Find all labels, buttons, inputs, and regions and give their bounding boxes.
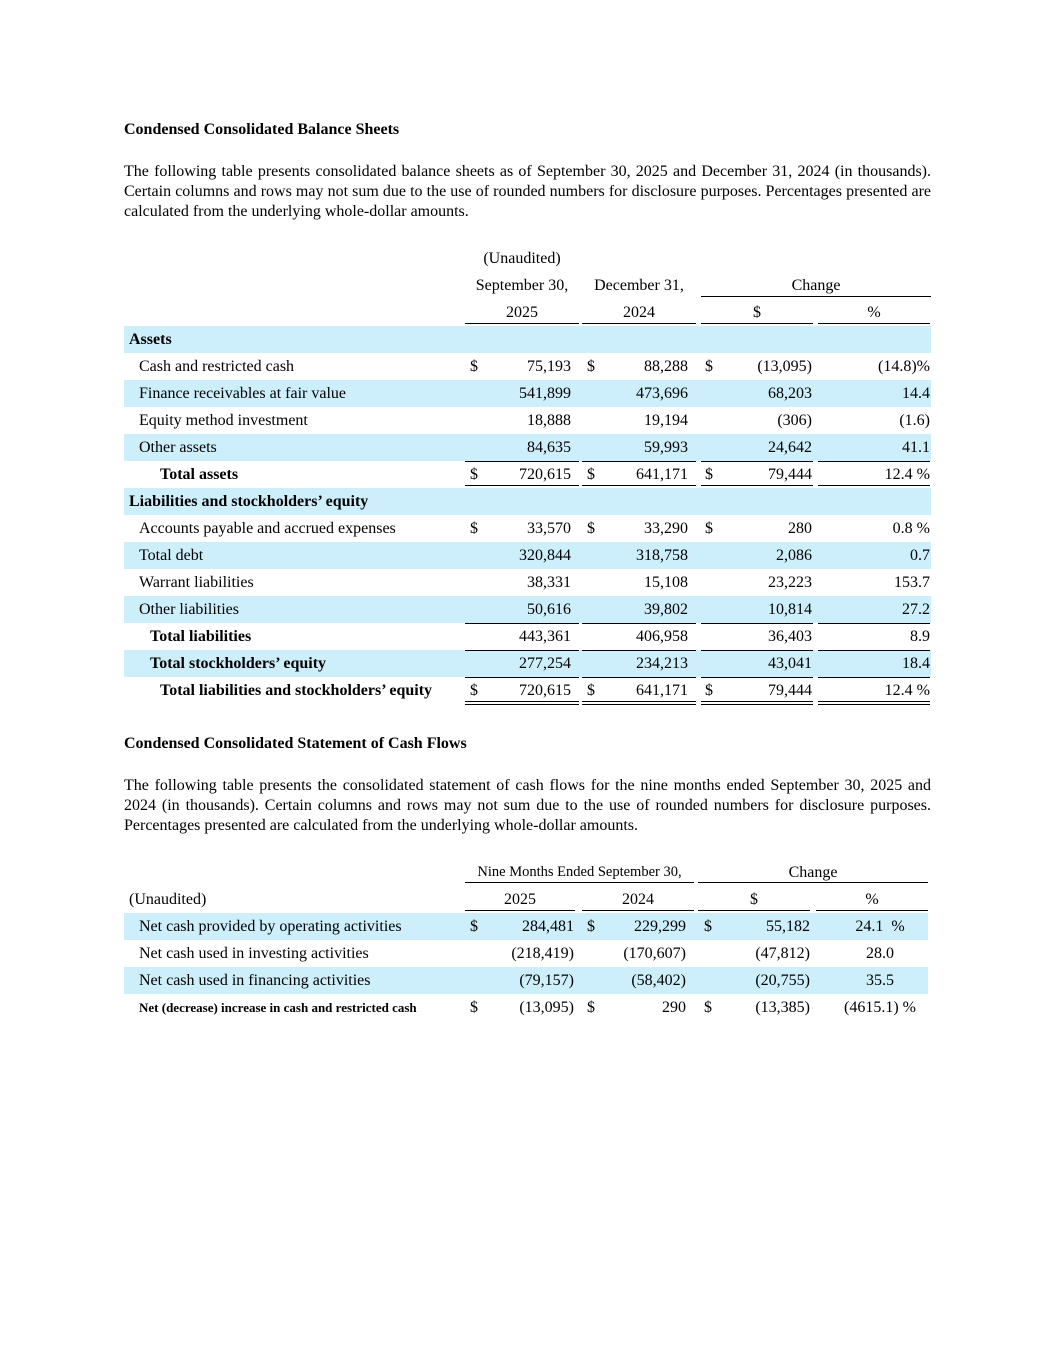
table-row (124, 461, 931, 488)
currency-symbol: $ (587, 918, 595, 935)
col2-year: 2024 (623, 304, 655, 321)
row-label: Net cash provided by operating activities (139, 918, 402, 935)
row-label: Equity method investment (139, 412, 308, 429)
change-dollar: 24,642 (768, 439, 812, 456)
subtotal-rule (701, 623, 813, 624)
total-rule (701, 461, 813, 462)
value-col1: 38,331 (527, 574, 571, 591)
change-dollar: 280 (788, 520, 812, 537)
change-percent: 8.9 (910, 628, 930, 645)
total-rule (465, 461, 579, 462)
change-percent: 12.4 % (884, 466, 930, 483)
subtotal-rule (701, 650, 813, 651)
change-dollar: 79,444 (768, 682, 812, 699)
table-row (124, 623, 931, 650)
table-row (124, 326, 931, 353)
change-percent: 0.7 (910, 547, 930, 564)
currency-symbol: $ (587, 466, 595, 483)
value-col2: 406,958 (636, 628, 688, 645)
change-percent: 0.8 % (892, 520, 930, 537)
row-label: Accounts payable and accrued expenses (139, 520, 396, 537)
change-dollar: (20,755) (755, 972, 810, 989)
table-row (124, 677, 931, 704)
row-label: Assets (129, 331, 172, 348)
row-label: Other assets (139, 439, 217, 456)
table-row (124, 967, 928, 994)
change-percent: (4615.1) % (844, 999, 916, 1016)
value-col2: 290 (662, 999, 686, 1016)
total-double-rule (465, 701, 579, 705)
value-col2: 641,171 (636, 466, 688, 483)
table-row (124, 488, 931, 515)
value-col2: 641,171 (636, 682, 688, 699)
currency-symbol: $ (705, 520, 713, 537)
total-rule (465, 677, 579, 678)
col1-year: 2025 (506, 304, 538, 321)
unaudited-label: (Unaudited) (483, 250, 561, 267)
total-rule (582, 461, 696, 462)
table-row (124, 994, 928, 1021)
cf-col1-year: 2025 (504, 891, 536, 908)
value-col1: 320,844 (519, 547, 571, 564)
change-percent: 18.4 (902, 655, 930, 672)
cf-percent-header: % (865, 891, 879, 908)
currency-symbol: $ (705, 466, 713, 483)
currency-symbol: $ (470, 999, 478, 1016)
percent-header: % (867, 304, 881, 321)
change-dollar: 10,814 (768, 601, 812, 618)
value-col2: 473,696 (636, 385, 688, 402)
cash-flow-title: Condensed Consolidated Statement of Cash Flows (124, 735, 467, 752)
value-col2: (58,402) (631, 972, 686, 989)
value-col1: 720,615 (519, 682, 571, 699)
row-label: Finance receivables at fair value (139, 385, 346, 402)
col2-header: December 31, (594, 277, 684, 294)
table-row (124, 913, 928, 940)
table-row (124, 596, 931, 623)
balance-sheet-title: Condensed Consolidated Balance Sheets (124, 121, 400, 138)
change-percent: 27.2 (902, 601, 930, 618)
header-rule (698, 910, 810, 911)
change-percent: 24.1 % (855, 918, 905, 935)
currency-symbol: $ (587, 520, 595, 537)
currency-symbol: $ (704, 999, 712, 1016)
table-row (124, 515, 931, 542)
value-col1: 33,570 (527, 520, 571, 537)
row-label: Total stockholders’ equity (150, 655, 327, 672)
value-col1: 50,616 (527, 601, 571, 618)
cf-unaudited-label: (Unaudited) (129, 891, 207, 908)
row-label: Cash and restricted cash (139, 358, 295, 375)
value-col1: (218,419) (511, 945, 574, 962)
value-col1: 75,193 (527, 358, 571, 375)
currency-symbol: $ (587, 682, 595, 699)
table-row (124, 650, 931, 677)
value-col2: (170,607) (623, 945, 686, 962)
change-dollar: (13,385) (755, 999, 810, 1016)
change-dollar: 55,182 (766, 918, 810, 935)
value-col2: 318,758 (636, 547, 688, 564)
header-rule (465, 910, 575, 911)
value-col1: (79,157) (519, 972, 574, 989)
cf-change-header: Change (788, 864, 838, 881)
subtotal-rule (818, 623, 930, 624)
value-col1: (13,095) (519, 999, 574, 1016)
total-double-rule (701, 701, 813, 705)
row-label: Other liabilities (139, 601, 239, 618)
dollar-header: $ (753, 304, 761, 321)
table-row (124, 407, 931, 434)
currency-symbol: $ (705, 682, 713, 699)
table-row (124, 353, 931, 380)
value-col1: 541,899 (519, 385, 571, 402)
period-header: Nine Months Ended September 30, (477, 864, 682, 880)
cf-dollar-header: $ (750, 891, 758, 908)
subtotal-rule (582, 650, 696, 651)
subtotal-rule (465, 623, 579, 624)
change-dollar: 68,203 (768, 385, 812, 402)
table-row (124, 434, 931, 461)
subtotal-rule (582, 623, 696, 624)
table-row (124, 569, 931, 596)
cf-col2-year: 2024 (622, 891, 654, 908)
change-percent: (14.8)% (878, 358, 930, 375)
col1-header: September 30, (475, 277, 569, 294)
table-row (124, 380, 931, 407)
value-col1: 284,481 (522, 918, 574, 935)
subtotal-rule (465, 650, 579, 651)
value-col1: 443,361 (519, 628, 571, 645)
currency-symbol: $ (587, 358, 595, 375)
currency-symbol: $ (470, 358, 478, 375)
change-dollar: (13,095) (757, 358, 812, 375)
row-label: Net (decrease) increase in cash and restricted cash (139, 1000, 417, 1015)
total-double-rule (582, 701, 696, 705)
row-label: Warrant liabilities (139, 574, 254, 591)
balance-sheet-intro: The following table presents consolidated balance sheets as of September 30, 2025 and December 31, 2024 (in thousands). Certain columns and rows may not sum due to the use of rounded numbers for disclosure purposes. Percentages presented are calculated from the underlying whole-dollar amounts. (124, 163, 931, 220)
change-percent: 12.4 % (884, 682, 930, 699)
currency-symbol: $ (470, 682, 478, 699)
header-rule (816, 910, 928, 911)
value-col2: 59,993 (644, 439, 688, 456)
row-label: Total liabilities and stockholders’ equity (160, 682, 433, 699)
currency-symbol: $ (470, 466, 478, 483)
change-dollar: (47,812) (755, 945, 810, 962)
change-underline (701, 296, 931, 297)
change-dollar: (306) (777, 412, 812, 429)
value-col1: 277,254 (519, 655, 571, 672)
change-dollar: 23,223 (768, 574, 812, 591)
header-rule (818, 323, 930, 324)
total-rule (818, 461, 930, 462)
value-col2: 234,213 (636, 655, 688, 672)
header-rule (465, 323, 579, 324)
value-col1: 84,635 (527, 439, 571, 456)
total-double-rule (818, 701, 930, 705)
total-rule (701, 677, 813, 678)
value-col2: 19,194 (644, 412, 688, 429)
change-dollar: 79,444 (768, 466, 812, 483)
row-label: Total assets (160, 466, 239, 483)
change-percent: 153.7 (894, 574, 930, 591)
header-rule (701, 323, 813, 324)
subtotal-rule (818, 650, 930, 651)
header-rule (582, 323, 696, 324)
change-dollar: 36,403 (768, 628, 812, 645)
row-label: Total liabilities (150, 628, 252, 645)
value-col1: 720,615 (519, 466, 571, 483)
change-dollar: 43,041 (768, 655, 812, 672)
total-rule (818, 677, 930, 678)
change-dollar: 2,086 (776, 547, 812, 564)
header-rule (582, 910, 694, 911)
row-label: Liabilities and stockholders’ equity (129, 493, 369, 510)
change-percent: (1.6) (899, 412, 930, 429)
total-rule (582, 677, 696, 678)
table-row (124, 542, 931, 569)
row-label: Total debt (139, 547, 204, 564)
value-col1: 18,888 (527, 412, 571, 429)
currency-symbol: $ (470, 918, 478, 935)
value-col2: 33,290 (644, 520, 688, 537)
header-rule (465, 882, 694, 883)
header-rule (698, 882, 928, 883)
change-percent: 28.0 (866, 945, 894, 962)
change-percent: 41.1 (902, 439, 930, 456)
value-col2: 39,802 (644, 601, 688, 618)
currency-symbol: $ (705, 358, 713, 375)
change-header: Change (791, 277, 841, 294)
currency-symbol: $ (704, 918, 712, 935)
value-col2: 229,299 (634, 918, 686, 935)
cash-flow-intro: The following table presents the consolidated statement of cash flows for the nine months ended September 30, 2025 and 2024 (in thousands). Certain columns and rows may not sum due to the use of rounded numbers for disclosure purposes. Percentages presented are calculated from the underlying whole-dollar amounts. (124, 777, 931, 834)
change-percent: 14.4 (902, 385, 930, 402)
row-label: Net cash used in financing activities (139, 972, 371, 989)
value-col2: 15,108 (644, 574, 688, 591)
currency-symbol: $ (470, 520, 478, 537)
table-row (124, 940, 928, 967)
row-label: Net cash used in investing activities (139, 945, 369, 962)
currency-symbol: $ (587, 999, 595, 1016)
change-percent: 35.5 (866, 972, 894, 989)
value-col2: 88,288 (644, 358, 688, 375)
